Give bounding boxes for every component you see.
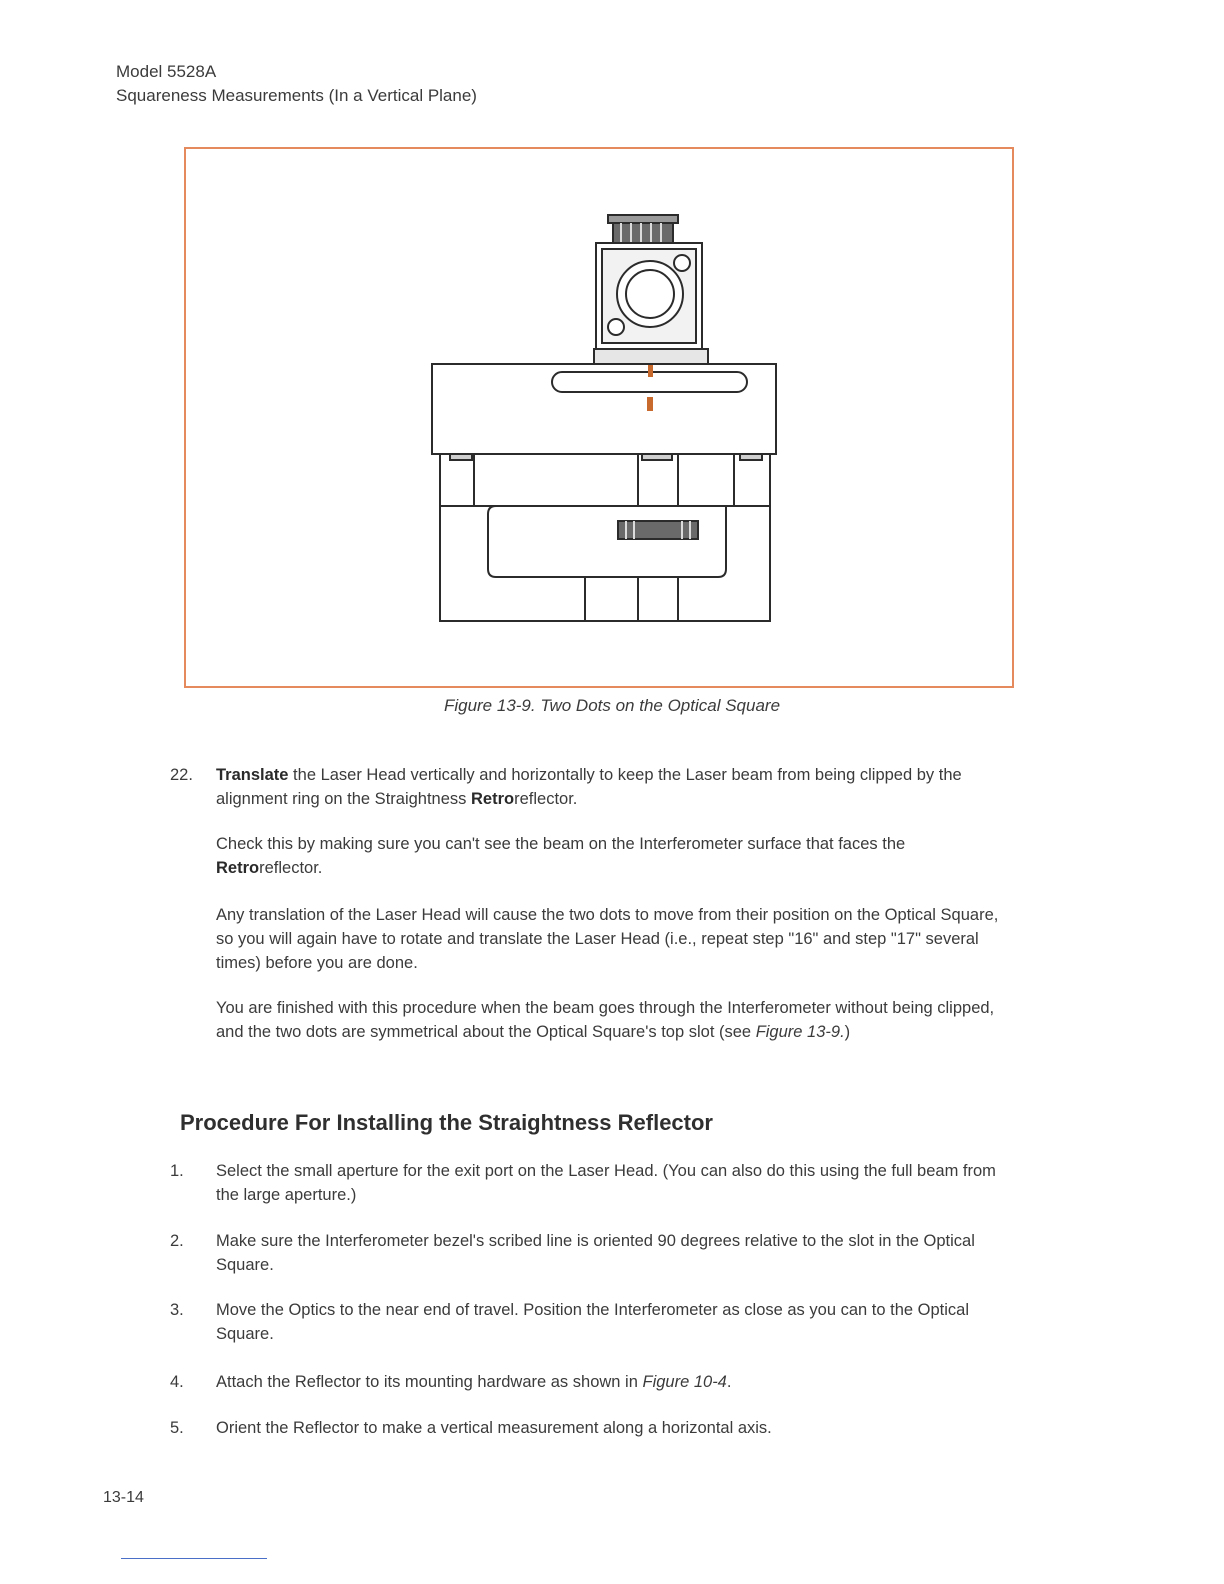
step-text: Move the Optics to the near end of travel. Position the Interferometer as close as you can to the Optical Square. — [216, 1301, 969, 1343]
paragraph-text: reflector. — [259, 859, 323, 877]
bold-term-retro: Retro — [216, 859, 260, 877]
paragraph — [216, 996, 1016, 1044]
paragraph-text: ) — [844, 1023, 851, 1041]
knob-top — [608, 215, 678, 223]
lower-window — [488, 506, 726, 577]
list-item — [170, 1229, 1016, 1277]
step-number: 22. — [170, 766, 193, 784]
paragraph — [216, 832, 1016, 880]
step-text: Orient the Reflector to make a vertical measurement along a horizontal axis. — [216, 1419, 772, 1437]
figure-caption: Figure 13-9. Two Dots on the Optical Square — [443, 696, 781, 715]
step-text: Make sure the Interferometer bezel's scribed line is oriented 90 degrees relative to the slot in the Optical Square. — [216, 1232, 975, 1274]
page-header — [116, 60, 477, 108]
bezel-screw-top — [674, 255, 690, 271]
step-number: 1. — [170, 1162, 184, 1180]
step-number: 2. — [170, 1232, 184, 1250]
step-number: 4. — [170, 1373, 184, 1391]
step-text: reflector. — [514, 790, 578, 808]
optical-square-illustration — [186, 149, 1012, 686]
list-item — [170, 1370, 1016, 1394]
list-item — [170, 1298, 1016, 1346]
paragraph-text: You are finished with this procedure when the beam goes through the Interferometer without being clipped, and the two dots are symmetrical about the Optical Square's top slot (see — [216, 999, 995, 1041]
list-item — [170, 1416, 1016, 1440]
paragraph: Any translation of the Laser Head will cause the two dots to move from their position on the Optical Square, so you will again have to rotate and translate the Laser Head (i.e., repeat step "16" and step "17" several times) before you are done. — [216, 906, 999, 972]
section-subtitle: Squareness Measurements (In a Vertical Plane) — [116, 86, 477, 105]
step-number: 5. — [170, 1419, 184, 1437]
right-post — [734, 454, 770, 506]
page-number: 13-14 — [103, 1489, 144, 1506]
bold-term-translate: Translate — [216, 766, 289, 784]
list-item — [170, 1159, 1016, 1207]
paragraph-text: Check this by making sure you can't see the beam on the Interferometer surface that faces the — [216, 835, 906, 853]
adjust-knob — [618, 521, 698, 539]
left-post — [440, 454, 474, 506]
figure-reference: Figure 13-9. — [755, 1023, 845, 1041]
step-text: Select the small aperture for the exit port on the Laser Head. (You can also do this using the full beam from the large aperture.) — [216, 1162, 996, 1204]
step-text: . — [726, 1373, 732, 1391]
footer-rule — [121, 1558, 267, 1559]
section-heading: Procedure For Installing the Straightness Reflector — [180, 1110, 713, 1135]
beam-dot-top — [648, 365, 653, 377]
bold-term-retro: Retro — [471, 790, 515, 808]
figure-reference: Figure 10-4 — [642, 1373, 727, 1391]
figure-frame — [184, 147, 1014, 688]
bezel-screw-bottom — [608, 319, 624, 335]
beam-dot-bottom — [647, 397, 653, 411]
model-label: Model 5528A — [116, 62, 217, 81]
step-number: 3. — [170, 1301, 184, 1319]
step-text: Attach the Reflector to its mounting hardware as shown in — [216, 1373, 643, 1391]
step-text: the Laser Head vertically and horizontally to keep the Laser beam from being clipped by the alignment ring on the Straightness — [216, 766, 962, 808]
step-22 — [170, 763, 1016, 811]
